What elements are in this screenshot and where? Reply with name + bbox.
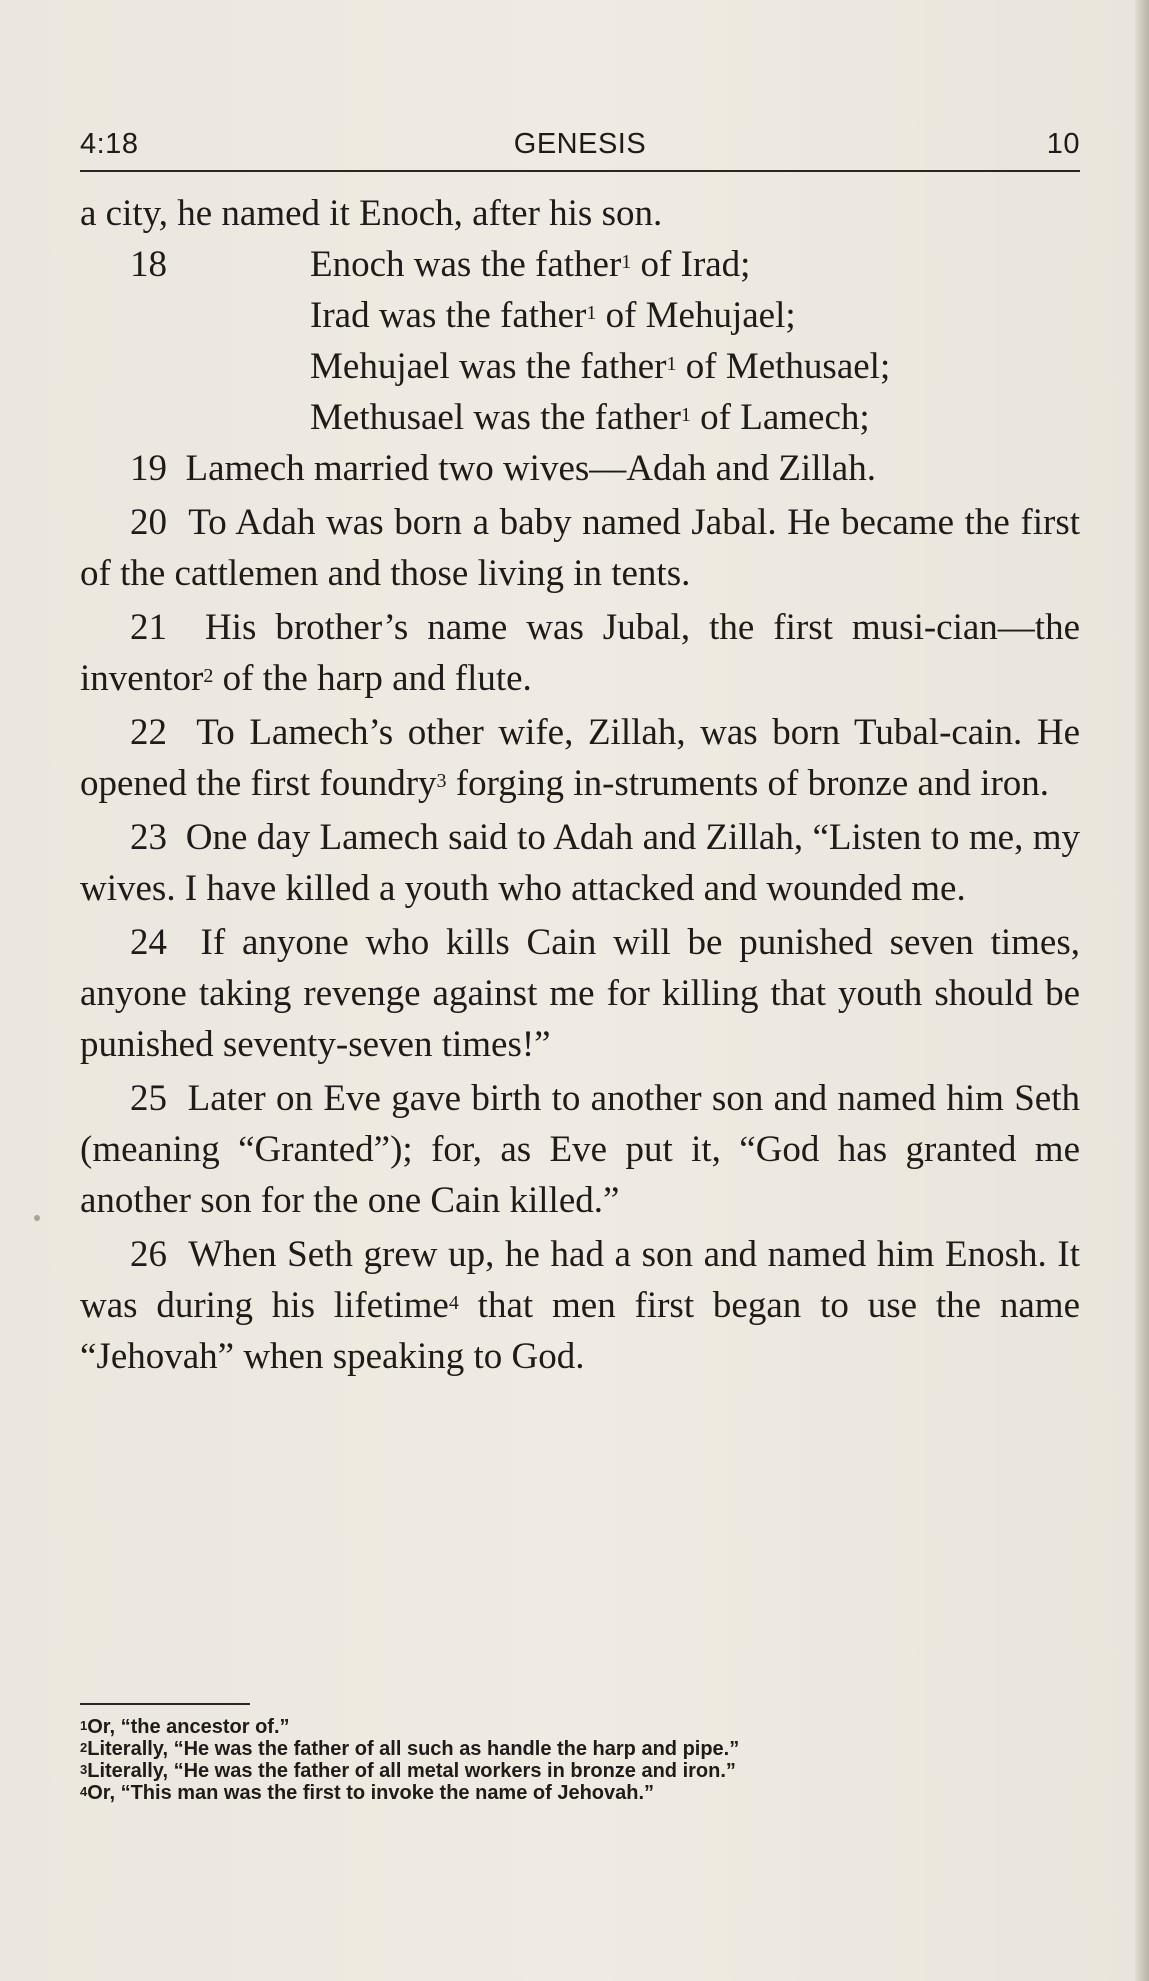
footnote	[80, 1782, 1080, 1804]
verse-22	[80, 707, 1080, 809]
verse-text: One day Lamech said to Adah and Zillah, “Listen to me, my wives. I have killed a youth who attacked and wounded me.	[80, 817, 1080, 909]
verse-text: of Methusael;	[676, 346, 891, 387]
scripture-text	[80, 188, 1080, 1382]
verse-text: of Lamech;	[690, 397, 870, 438]
verse-text: When Seth grew up, he had a son and named him Enosh. It was during his lifetime	[80, 1234, 1080, 1326]
verse-18-line	[80, 239, 1080, 290]
footnote-text: Literally, “He was the father of all metal workers in bronze and iron.”	[87, 1760, 736, 1782]
footnote-text: Or, “This man was the first to invoke the name of Jehovah.”	[87, 1782, 655, 1804]
verse-text: of the harp and flute.	[213, 658, 532, 699]
footnote-marker: 1	[666, 353, 677, 375]
verse-18-line	[80, 341, 1080, 392]
verse-text: To Lamech’s other wife, Zillah, was born Tubal-cain. He opened the first foundry	[80, 712, 1080, 804]
verse-number: 18	[130, 244, 167, 285]
verse-number: 24	[130, 922, 167, 963]
paragraph-continuation: a city, he named it Enoch, after his son.	[80, 193, 663, 234]
header-rule	[80, 170, 1080, 172]
footnote-marker: 1	[680, 404, 691, 426]
page-number: 10	[1046, 128, 1080, 160]
verse-number: 26	[130, 1234, 167, 1275]
verse-number: 22	[130, 712, 167, 753]
verse-18-line	[80, 290, 1080, 341]
footnote-marker: 2	[203, 665, 214, 687]
verse-20	[80, 497, 1080, 599]
verse-text: forging in-struments of bronze and iron.	[446, 763, 1050, 804]
verse-24	[80, 917, 1080, 1070]
verse-text: Methusael was the father	[310, 397, 681, 438]
paper-speck	[34, 1215, 40, 1221]
footnote-mark: 2	[80, 1740, 88, 1755]
verse-21	[80, 602, 1080, 704]
footnote	[80, 1738, 1080, 1760]
verse-text: To Adah was born a baby named Jabal. He became the first of the cattlemen and those living in tents.	[80, 502, 1081, 594]
verse-text: that men first began to use the name “Jehovah” when speaking to God.	[80, 1285, 1080, 1377]
footnote-marker: 1	[586, 302, 597, 324]
footnote-mark: 4	[80, 1784, 88, 1799]
footnote-text: Or, “the ancestor of.”	[87, 1716, 290, 1738]
verse-26	[80, 1229, 1080, 1382]
footnote-text: Literally, “He was the father of all such as handle the harp and pipe.”	[87, 1738, 740, 1760]
verse-number: 23	[130, 817, 167, 858]
verse-text: Irad was the father	[310, 295, 587, 336]
verse-text: of Irad;	[631, 244, 751, 285]
footnote	[80, 1760, 1080, 1782]
verse-18-line	[80, 392, 1080, 443]
footnote-marker: 3	[436, 770, 447, 792]
footnote-marker: 4	[448, 1292, 459, 1314]
verse-number: 21	[130, 607, 167, 648]
verse-text: His brother’s name was Jubal, the first musi-cian—the inventor	[80, 607, 1080, 699]
verse-18	[80, 239, 1080, 443]
verse-text: of Mehujael;	[596, 295, 796, 336]
verse-text: Enoch was the father	[310, 244, 622, 285]
verse-number: 25	[130, 1078, 167, 1119]
book-title: GENESIS	[513, 128, 647, 160]
page-edge	[1135, 0, 1149, 1981]
verse-number: 19	[130, 448, 167, 489]
verse-text: If anyone who kills Cain will be punished seven times, anyone taking revenge against me for killing that youth should be punished seventy-seven times!”	[80, 922, 1080, 1065]
footnote	[80, 1716, 1080, 1738]
verse-text: Lamech married two wives—Adah and Zillah.	[185, 448, 876, 489]
footnote-rule	[80, 1703, 250, 1705]
footnotes	[80, 1716, 1080, 1804]
chapter-verse-reference: 4:18	[80, 128, 139, 160]
running-header	[80, 128, 1080, 168]
footnote-mark: 3	[80, 1762, 88, 1777]
verse-19	[80, 443, 1080, 494]
footnote-mark: 1	[80, 1718, 88, 1733]
verse-23	[80, 812, 1080, 914]
verse-text: Mehujael was the father	[310, 346, 667, 387]
verse-number: 20	[130, 502, 167, 543]
footnote-marker: 1	[621, 251, 632, 273]
verse-25	[80, 1073, 1080, 1226]
verse-text: Later on Eve gave birth to another son and named him Seth (meaning “Granted”); for, as Eve put it, “God has granted me another son for the one Cain killed.”	[80, 1078, 1081, 1221]
